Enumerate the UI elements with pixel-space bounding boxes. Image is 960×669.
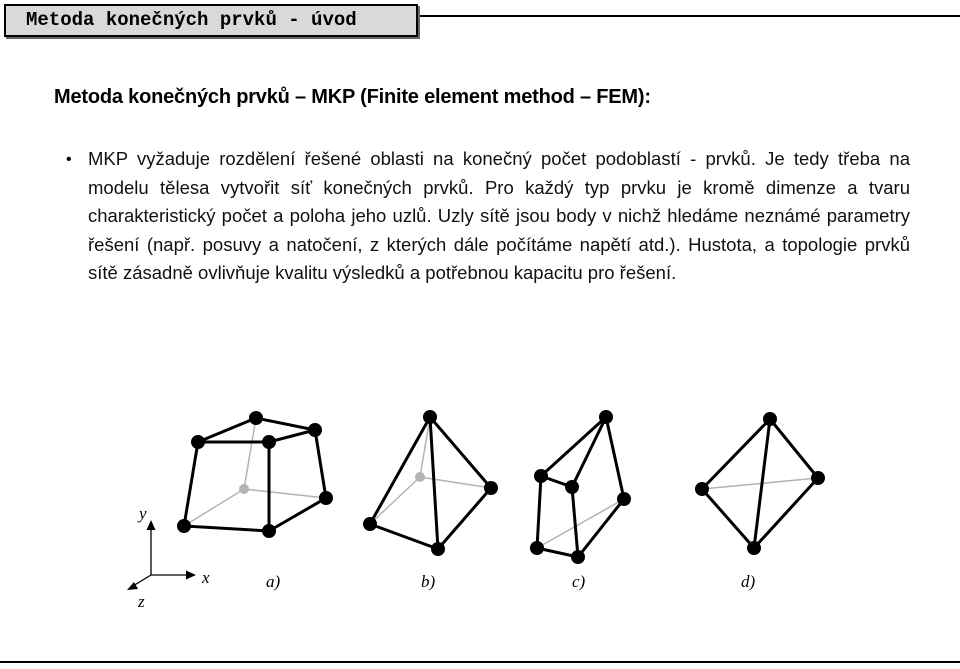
y-axis-label: y — [139, 504, 147, 523]
element-wedge — [530, 410, 631, 564]
bottom-rule — [0, 661, 960, 663]
element-tetrahedron — [695, 412, 825, 555]
bullet-paragraph: MKP vyžaduje rozdělení řešené oblasti na konečný počet podoblastí - prvků. Je tedy třeba na modelu tělesa vytvořit síť konečných prvků. Pro každý typ prvku je kromě dimenze a tvaru charakteristický počet a poloha jeho uzlů. Uzly sítě jsou body v nichž hledáme neznámé parametry řešení (např. posuvy a natočení, z kterých dále počítáme napětí atd.). Hustota, a topologie prvků sítě zásadně ovlivňuje kvalitu výsledků a potřebnou kapacitu pro řešení. — [88, 148, 910, 284]
label-a: a) — [266, 572, 281, 591]
bullet-icon: • — [66, 151, 72, 168]
top-rule — [420, 15, 960, 17]
z-axis — [133, 575, 151, 586]
x-axis-label: x — [202, 568, 210, 587]
label-b: b) — [421, 572, 436, 591]
slide-title: Metoda konečných prvků - úvod — [4, 4, 418, 37]
y-arrow-icon — [147, 520, 156, 530]
coordinate-axes — [127, 504, 210, 611]
element-types-figure — [0, 395, 960, 625]
z-axis-label: z — [138, 592, 145, 611]
section-heading: Metoda konečných prvků – MKP (Finite element method – FEM): — [54, 86, 651, 108]
x-arrow-icon — [186, 571, 196, 580]
element-pyramid — [363, 410, 498, 556]
label-d: d) — [741, 572, 756, 591]
element-hexahedron — [177, 411, 333, 538]
label-c: c) — [572, 572, 586, 591]
